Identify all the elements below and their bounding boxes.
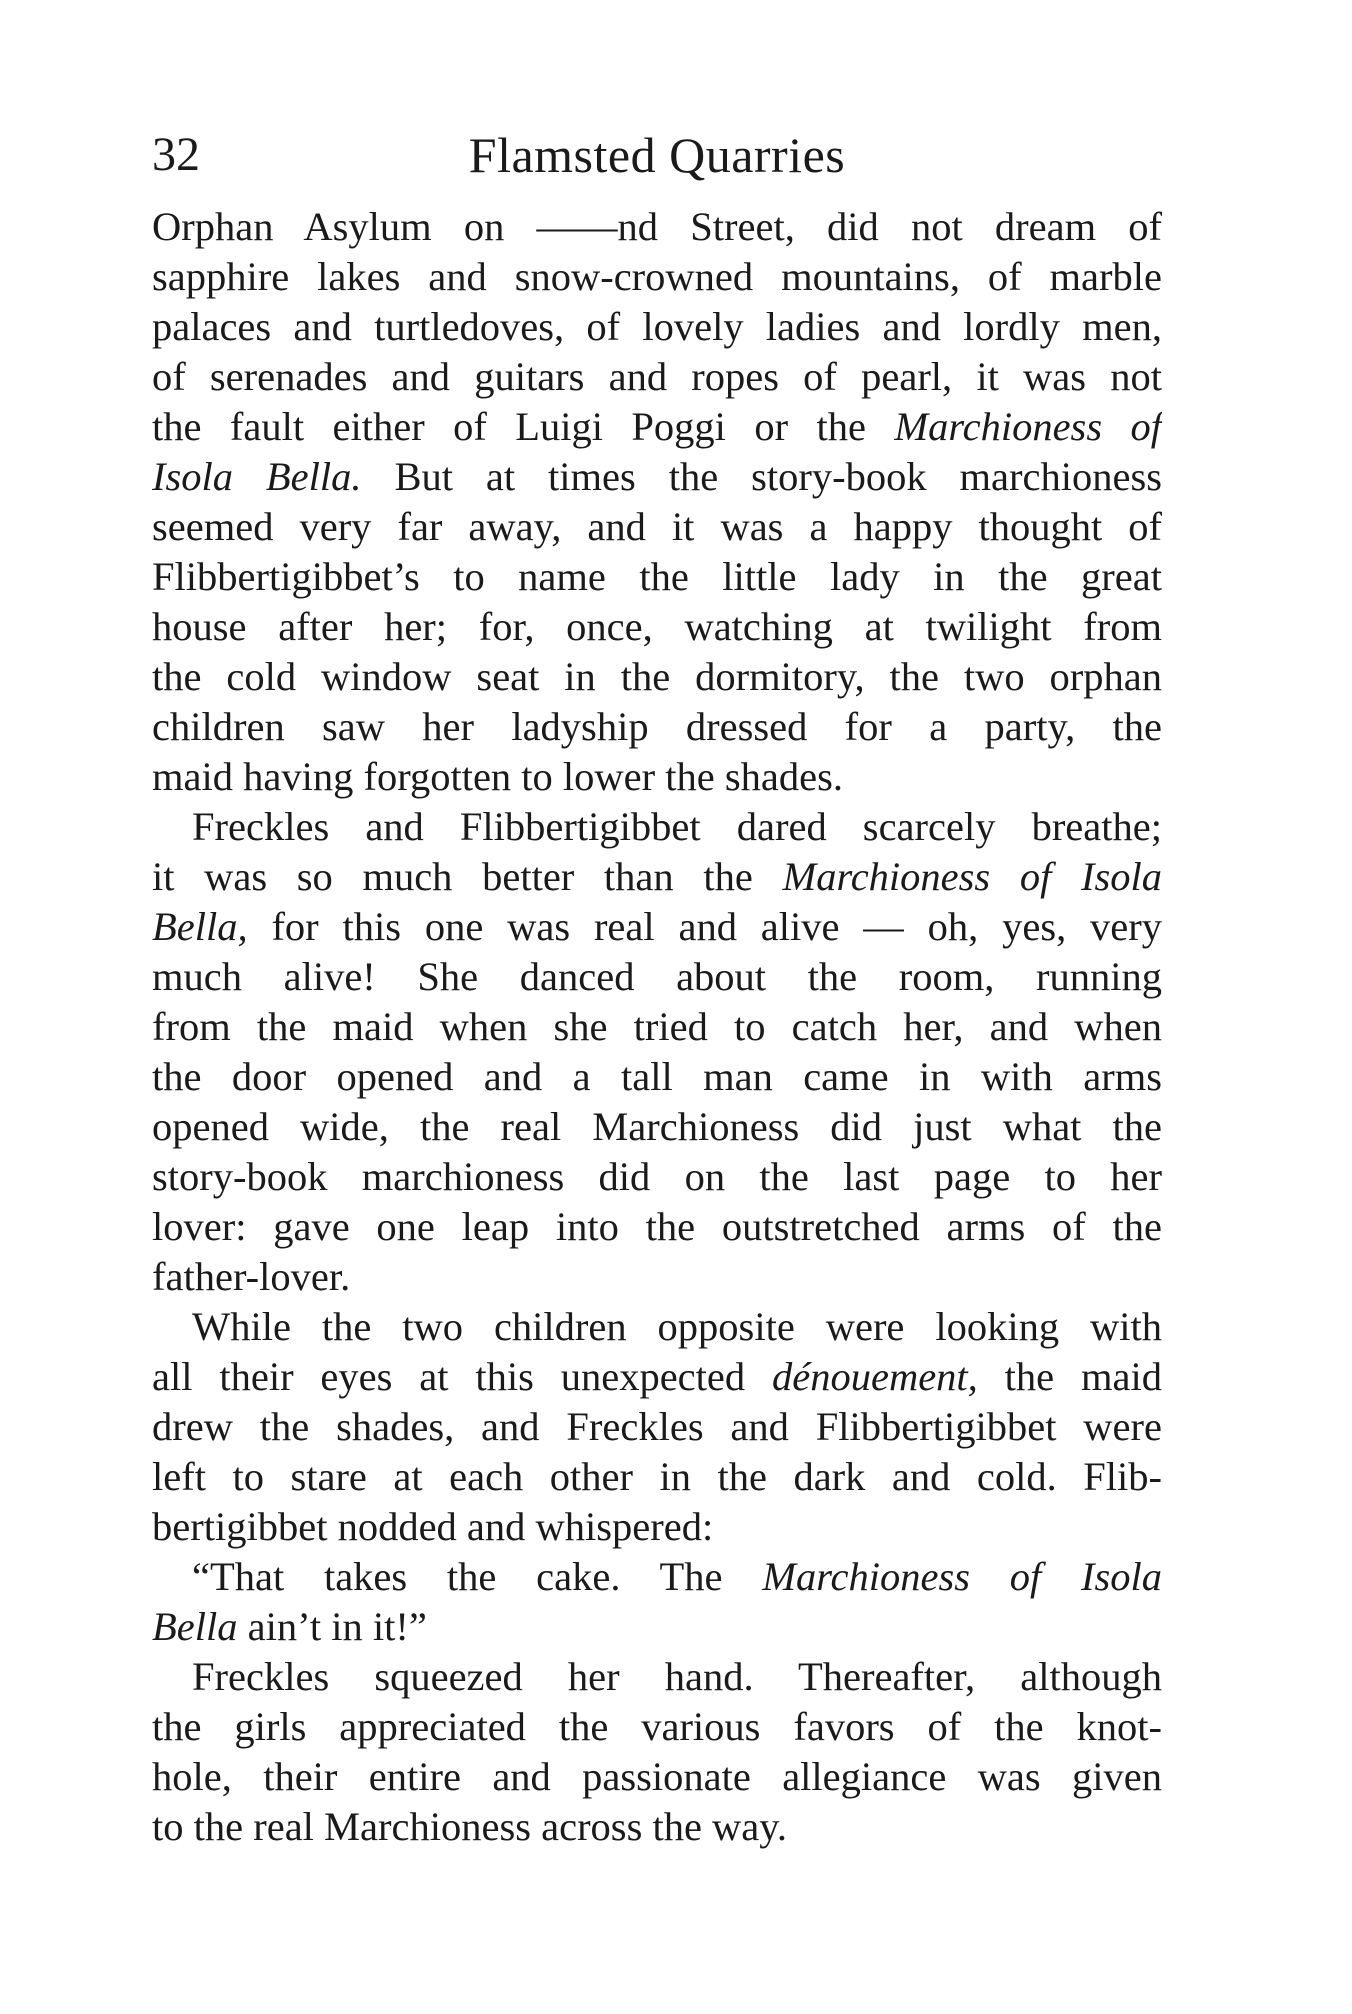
text-line — [152, 1452, 1162, 1502]
text-line — [152, 802, 1162, 852]
text-line — [152, 1202, 1162, 1252]
text-line — [152, 952, 1162, 1002]
text-line — [152, 602, 1162, 652]
text-run: opened wide, the real Marchioness did just what the — [152, 1104, 1162, 1149]
paragraph — [152, 1302, 1162, 1552]
text-line — [152, 902, 1162, 952]
text-line — [152, 1102, 1162, 1152]
text-run: bertigibbet nodded and whispered: — [152, 1504, 714, 1549]
text-line — [152, 302, 1162, 352]
text-line — [152, 552, 1162, 602]
text-run: the cold window seat in the dormitory, the two orphan — [152, 654, 1162, 699]
paragraph — [152, 1652, 1162, 1852]
running-head — [152, 120, 1162, 190]
text-line — [152, 752, 1162, 802]
italic-text: Marchioness of Isola — [762, 1554, 1162, 1599]
running-title: Flamsted Quarries — [468, 127, 846, 183]
text-line — [152, 502, 1162, 552]
text-line — [152, 1802, 1162, 1852]
text-run: much alive! She danced about the room, running — [152, 954, 1162, 999]
paragraph — [152, 1552, 1162, 1652]
paragraph — [152, 202, 1162, 802]
text-run: left to stare at each other in the dark and cold. Flib- — [152, 1454, 1162, 1499]
text-run: father-lover. — [152, 1254, 351, 1299]
text-line — [152, 1302, 1162, 1352]
text-run: the maid — [977, 1354, 1162, 1399]
text-run: While the two children opposite were looking with — [192, 1304, 1162, 1349]
italic-text: Bella — [152, 1604, 238, 1649]
text-run: of serenades and guitars and ropes of pearl, it was not — [152, 354, 1162, 399]
text-run: the fault either of Luigi Poggi or the — [152, 404, 895, 449]
text-run: the girls appreciated the various favors of the knot- — [152, 1704, 1162, 1749]
text-line — [152, 1702, 1162, 1752]
text-line — [152, 1602, 1162, 1652]
paragraph — [152, 802, 1162, 1302]
text-run: to the real Marchioness across the way. — [152, 1804, 788, 1849]
text-line — [152, 1052, 1162, 1102]
text-run: house after her; for, once, watching at twilight from — [152, 604, 1162, 649]
text-line — [152, 1552, 1162, 1602]
text-line — [152, 1502, 1162, 1552]
body-text — [152, 202, 1162, 1852]
text-run: Flibbertigibbet’s to name the little lady in the great — [152, 554, 1162, 599]
text-line — [152, 1152, 1162, 1202]
text-run: seemed very far away, and it was a happy thought of — [152, 504, 1162, 549]
text-run: palaces and turtledoves, of lovely ladies and lordly men, — [152, 304, 1162, 349]
text-run: lover: gave one leap into the outstretched arms of the — [152, 1204, 1162, 1249]
text-line — [152, 352, 1162, 402]
text-line — [152, 402, 1162, 452]
text-line — [152, 252, 1162, 302]
italic-text: dénouement, — [772, 1354, 978, 1399]
text-run: it was so much better than the — [152, 854, 783, 899]
text-run: story-book marchioness did on the last page to her — [152, 1154, 1162, 1199]
page-number: 32 — [152, 128, 200, 181]
text-run: the door opened and a tall man came in with arms — [152, 1054, 1162, 1099]
text-run: But at times the story-book marchioness — [361, 454, 1162, 499]
text-run: Orphan Asylum on ——nd Street, did not dream of — [152, 204, 1162, 249]
text-line — [152, 1252, 1162, 1302]
italic-text: Marchioness of — [894, 404, 1162, 449]
text-run: “That takes the cake. The — [192, 1554, 763, 1599]
text-line — [152, 202, 1162, 252]
text-line — [152, 1652, 1162, 1702]
text-line — [152, 1002, 1162, 1052]
italic-text: Marchioness of Isola — [782, 854, 1162, 899]
text-line — [152, 452, 1162, 502]
italic-text: Bella, — [152, 904, 248, 949]
text-run: ain’t in it!” — [237, 1604, 427, 1649]
text-run: Freckles squeezed her hand. Thereafter, although — [192, 1654, 1162, 1699]
text-run: hole, their entire and passionate allegiance was given — [152, 1754, 1162, 1799]
text-run: for this one was real and alive — oh, yes, very — [247, 904, 1162, 949]
text-line — [152, 1752, 1162, 1802]
text-run: drew the shades, and Freckles and Flibbertigibbet were — [152, 1404, 1162, 1449]
text-run: Freckles and Flibbertigibbet dared scarcely breathe; — [192, 804, 1162, 849]
text-line — [152, 652, 1162, 702]
text-run: from the maid when she tried to catch her, and when — [152, 1004, 1162, 1049]
text-run: maid having forgotten to lower the shades. — [152, 754, 843, 799]
text-line — [152, 1402, 1162, 1452]
text-line — [152, 702, 1162, 752]
text-run: all their eyes at this unexpected — [152, 1354, 772, 1399]
text-run: sapphire lakes and snow-crowned mountains, of marble — [152, 254, 1162, 299]
text-line — [152, 852, 1162, 902]
italic-text: Isola Bella. — [152, 454, 362, 499]
text-run: children saw her ladyship dressed for a party, the — [152, 704, 1162, 749]
text-line — [152, 1352, 1162, 1402]
